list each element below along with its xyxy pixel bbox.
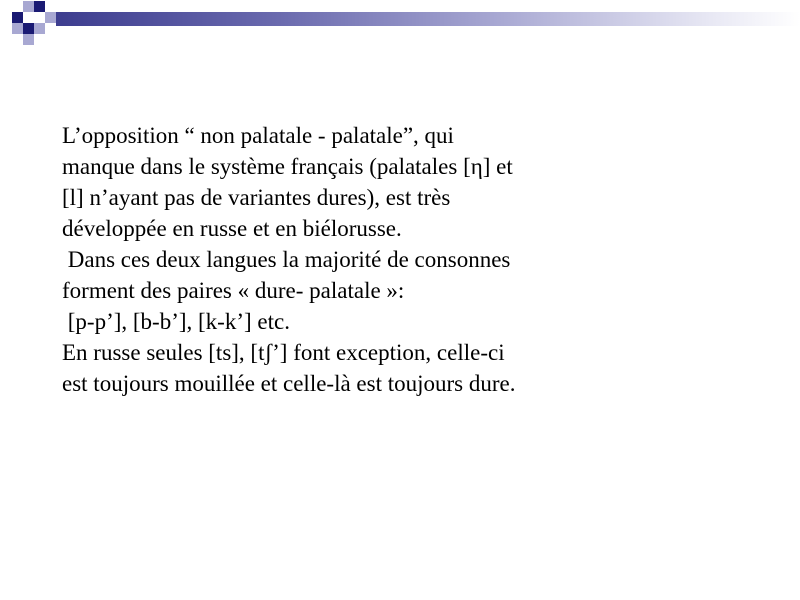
header-gradient-bar (56, 12, 800, 26)
text-line: En russe seules [ts], [tʃ’] font exception, celle-ci (62, 340, 505, 365)
decor-square (12, 12, 23, 23)
decor-square (34, 23, 45, 34)
text-line: [l] n’ayant pas de variantes dures), est très (62, 185, 451, 210)
decor-square (12, 23, 23, 34)
decor-square (23, 23, 34, 34)
text-line: est toujours mouillée et celle-là est toujours dure. (62, 371, 516, 396)
text-line: forment des paires « dure- palatale »: (62, 278, 405, 303)
decor-square (45, 12, 56, 23)
text-line: L’opposition “ non palatale - palatale”, qui (62, 123, 454, 148)
text-line: manque dans le système français (palatales [η] et (62, 154, 513, 179)
decor-square (23, 34, 34, 45)
header-decoration (0, 0, 800, 50)
text-line: Dans ces deux langues la majorité de consonnes (62, 247, 511, 272)
text-line: développée en russe et en biélorusse. (62, 216, 402, 241)
decor-square (34, 1, 45, 12)
decor-square (23, 1, 34, 12)
text-line: [p-p’], [b-b’], [k-k’] etc. (62, 309, 290, 334)
slide-body-text (62, 120, 762, 399)
